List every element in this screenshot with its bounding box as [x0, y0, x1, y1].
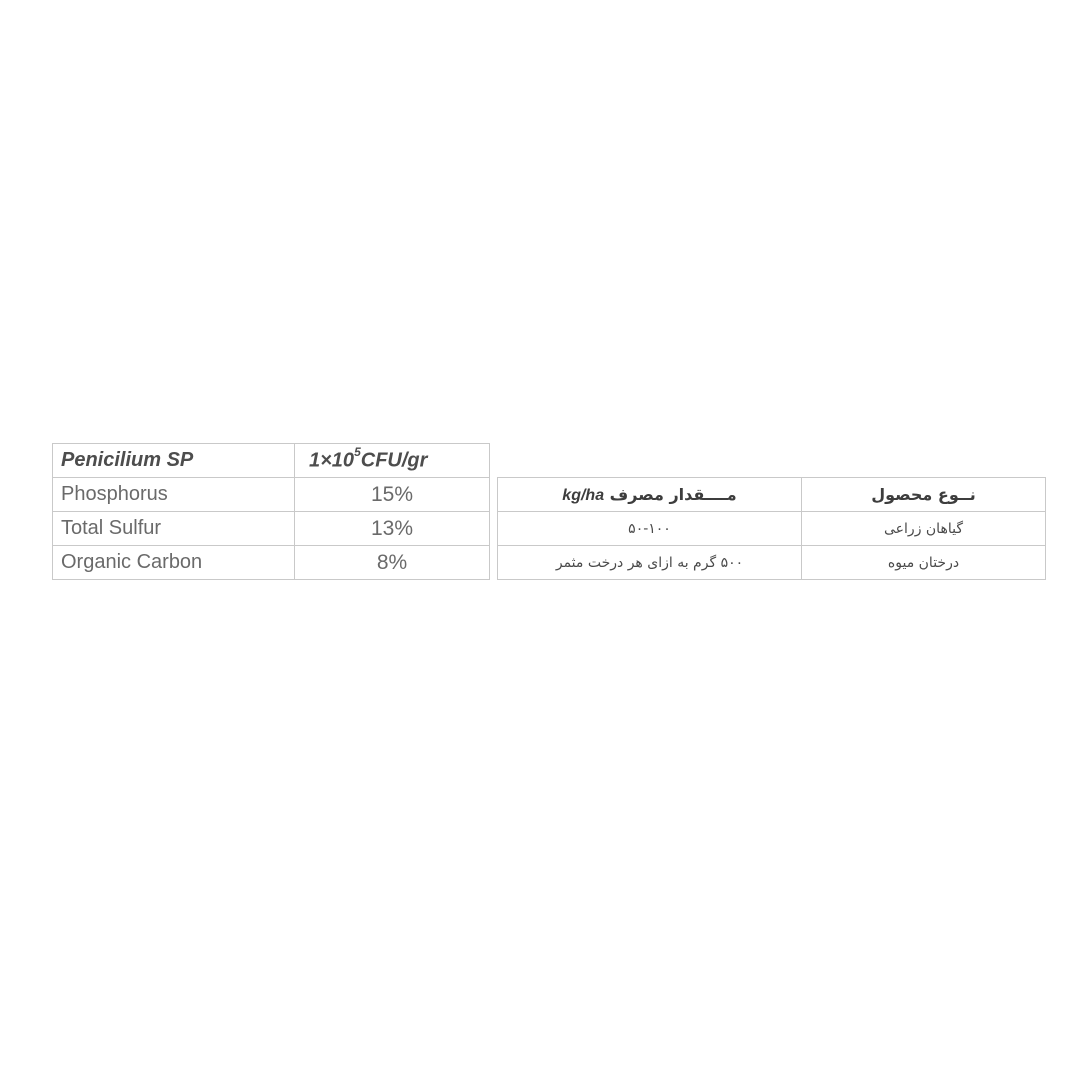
component-label: Phosphorus [53, 478, 295, 512]
composition-row [53, 512, 490, 546]
amount-header [498, 478, 802, 512]
composition-table [52, 443, 490, 580]
component-label: Total Sulfur [53, 512, 295, 546]
amount-cell: ۵۰۰ گرم به ازای هر درخت مثمر [498, 546, 802, 580]
dosage-table [497, 477, 1046, 580]
composition-header-row [53, 444, 490, 478]
component-value: 13% [295, 512, 490, 546]
concentration-unit: CFU/gr [360, 449, 428, 472]
dosage-row [498, 546, 1046, 580]
product-type-cell: گیاهان زراعی [802, 512, 1046, 546]
product-type-cell: درختان میوه [802, 546, 1046, 580]
concentration-base: 1×10 [309, 449, 355, 472]
component-label: Organic Carbon [53, 546, 295, 580]
amount-unit: kg/ha [562, 486, 605, 504]
composition-row [53, 478, 490, 512]
amount-header-label: مــــقدار مصرف [609, 484, 737, 504]
amount-cell: ۵۰-۱۰۰ [498, 512, 802, 546]
product-type-header: نــوع محصول [802, 478, 1046, 512]
composition-row [53, 546, 490, 580]
dosage-row [498, 512, 1046, 546]
dosage-header-row [498, 478, 1046, 512]
concentration-cell [295, 444, 490, 478]
component-value: 8% [295, 546, 490, 580]
concentration-exponent: 5 [354, 445, 361, 460]
organism-name: Penicilium SP [53, 444, 295, 478]
component-value: 15% [295, 478, 490, 512]
